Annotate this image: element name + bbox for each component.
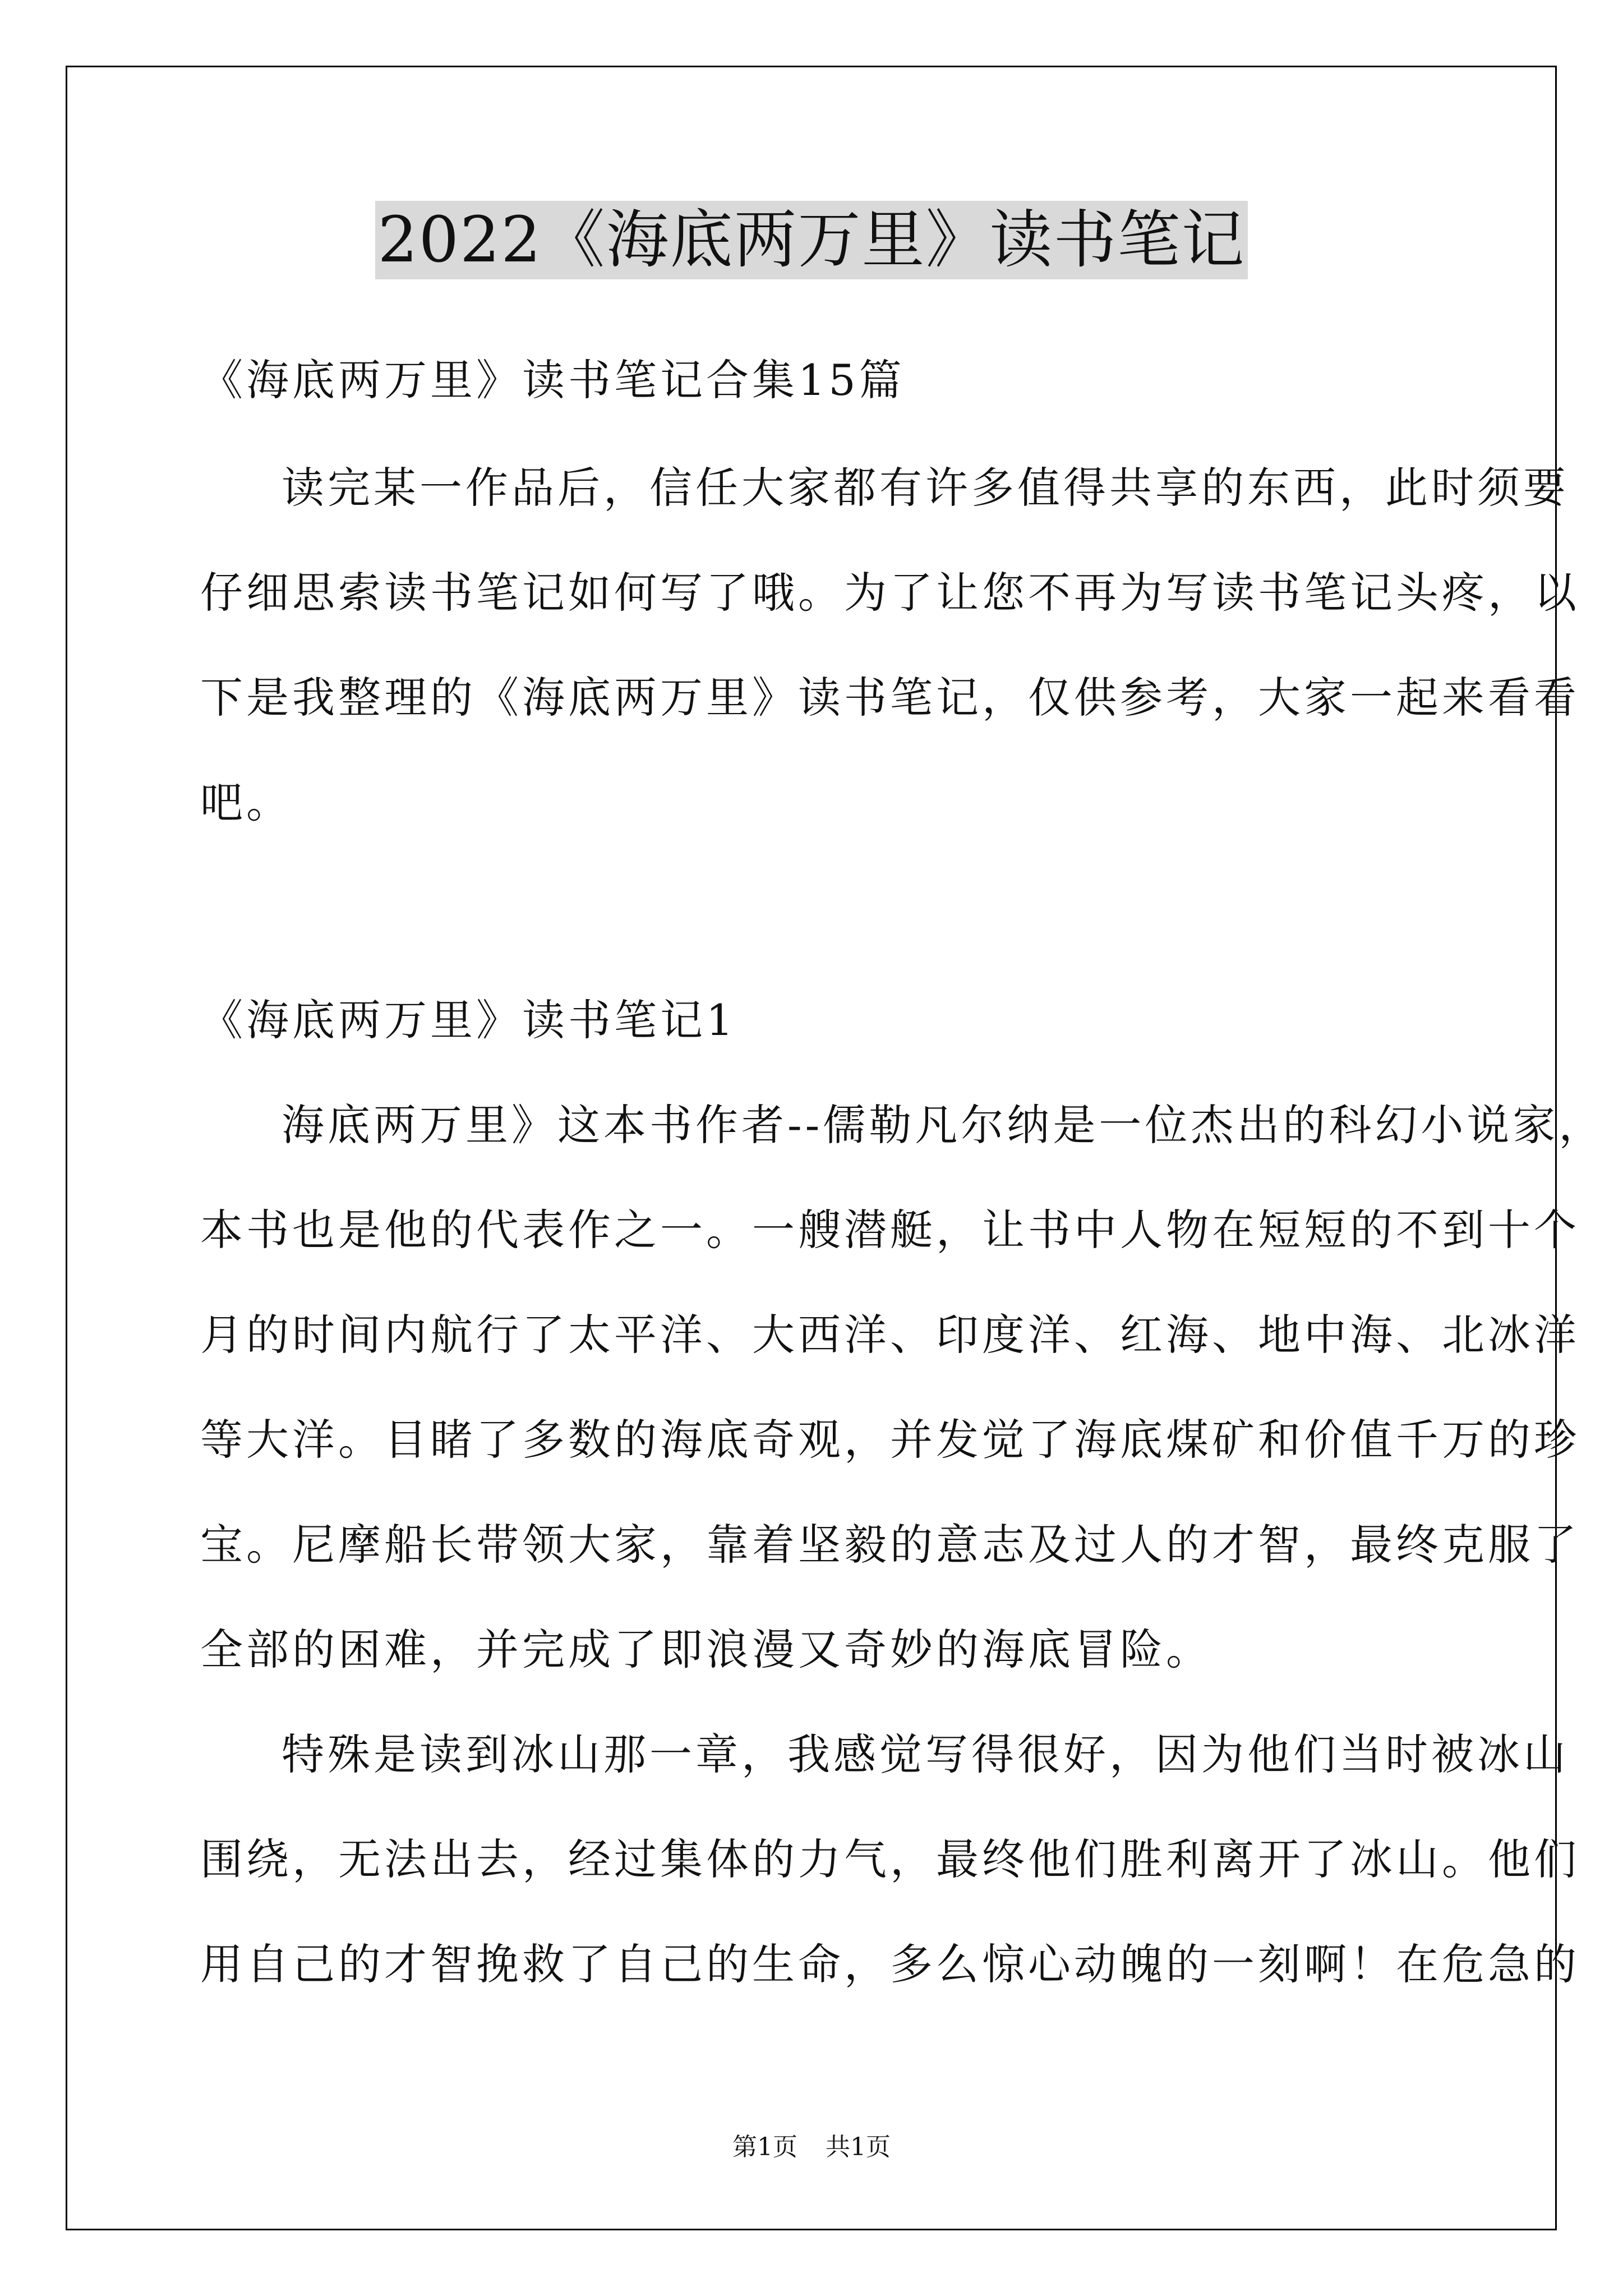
paragraph-line: 宝。尼摩船长带领大家，靠着坚毅的意志及过人的才智，最终克服了 [200,1520,1580,1570]
document-subtitle: 《海底两万里》读书笔记合集15篇 [200,355,905,405]
paragraph-line: 全部的困难，并完成了即浪漫又奇妙的海底冒险。 [200,1625,1212,1674]
page-total: 共1页 [826,2133,891,2161]
paragraph-line: 特殊是读到冰山那一章，我感觉写得很好，因为他们当时被冰山 [282,1729,1569,1779]
section-heading: 《海底两万里》读书笔记1 [200,995,737,1045]
paragraph-line: 本书也是他的代表作之一。一艘潜艇，让书中人物在短短的不到十个 [200,1205,1580,1255]
paragraph-line: 围绕，无法出去，经过集体的力气，最终他们胜利离开了冰山。他们 [200,1834,1580,1884]
intro-line: 下是我整理的《海底两万里》读书笔记，仅供参考，大家一起来看看 [200,673,1580,723]
paragraph-line: 月的时间内航行了太平洋、大西洋、印度洋、红海、地中海、北冰洋 [200,1310,1580,1360]
title-container [0,201,1623,279]
intro-line: 读完某一作品后，信任大家都有许多值得共享的东西，此时须要 [282,463,1569,513]
document-title: 2022《海底两万里》读书笔记 [375,201,1247,279]
intro-line: 吧。 [200,777,292,827]
page-footer [0,2131,1623,2164]
paragraph-line: 海底两万里》这本书作者--儒勒凡尔纳是一位杰出的科幻小说家， [282,1100,1605,1150]
page-number: 第1页 [732,2133,797,2161]
intro-line: 仔细思索读书笔记如何写了哦。为了让您不再为写读书笔记头疼，以 [200,568,1580,618]
paragraph-line: 等大洋。目睹了多数的海底奇观，并发觉了海底煤矿和价值千万的珍 [200,1415,1580,1465]
paragraph-line: 用自己的才智挽救了自己的生命，多么惊心动魄的一刻啊！在危急的 [200,1939,1580,1989]
